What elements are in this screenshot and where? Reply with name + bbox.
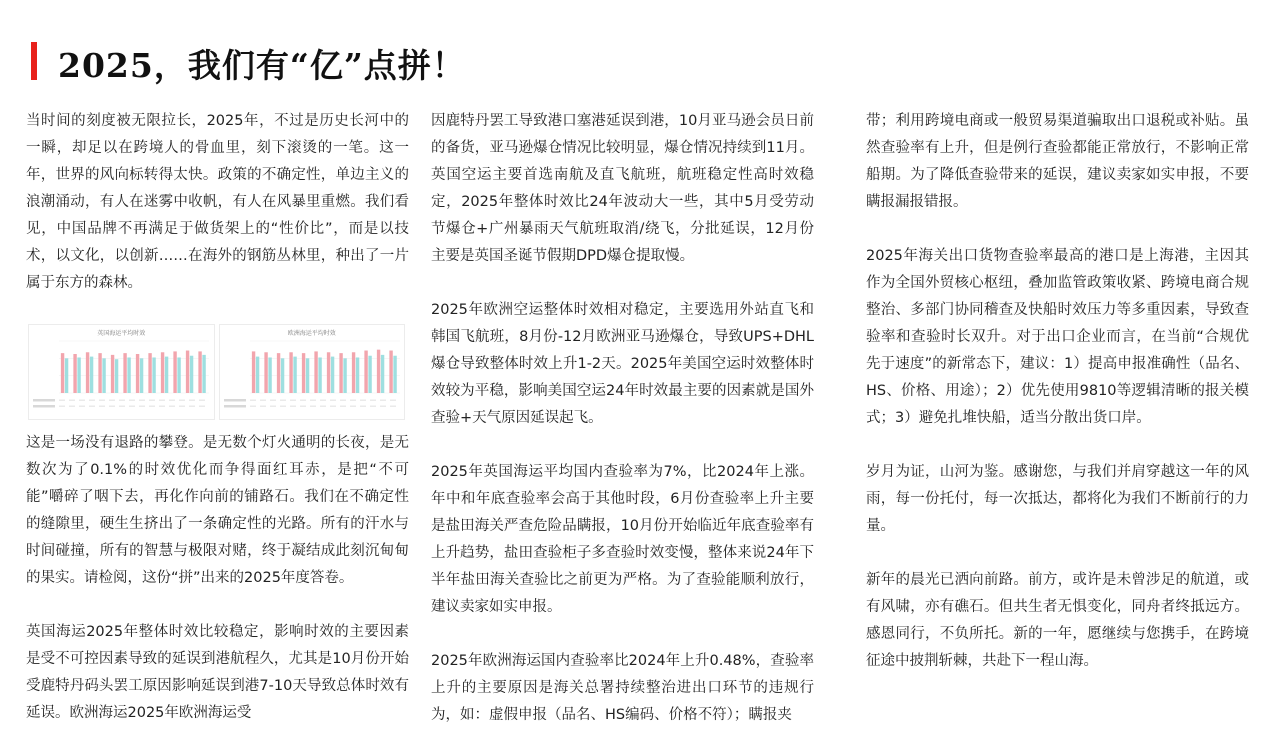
chart-bar [376, 350, 379, 393]
paragraph: 带；利用跨境电商或一般贸易渠道骗取出口退税或补贴。虽然查验率有上升，但是例行查验都能正常放行，不影响正常船期。为了降低查验带来的延误，建议卖家如实申报，不要瞒报漏报错报。 [866, 113, 1249, 210]
chart-strip [28, 324, 405, 420]
chart-bar [389, 351, 392, 393]
chart-bar [152, 357, 155, 393]
paragraph: 岁月为证，山河为鉴。感谢您，与我们并肩穿越这一年的风雨，每一份托付，每一次抵达，都将化为我们不断前行的力量。 [866, 464, 1249, 534]
chart-bar [161, 352, 164, 393]
paragraph: 当时间的刻度被无限拉长，2025年，不过是历史长河中的一瞬，却足以在跨境人的骨血里，刻下滚烫的一笔。这一年，世界的风向标转得太快。政策的不确定性，单边主义的浪潮涌动，有人在迷雾中收帆，有人在风暴里重燃。我们看见，中国品牌不再满足于做货架上的“性价比”，而是以技术，以文化，以创新……在海外的钢筋丛林里，种出了一片属于东方的森林。 [26, 113, 409, 291]
page-title: 2025，我们有“亿”点拼！ [58, 46, 466, 85]
chart-bar [115, 359, 118, 393]
paragraph: 英国海运2025年整体时效比较稳定，影响时效的主要因素是受不可控因素导致的延误到港航程久，尤其是10月份开始受鹿特丹码头罢工原因影响延误到港7-10天导致总体时效有延误。欧洲海运2025年欧洲海运受 [26, 624, 409, 721]
chart-bar [61, 353, 64, 393]
paragraph: 新年的晨光已洒向前路。前方，或许是未曾涉足的航道，或有风啸，亦有礁石。但共生者无惧变化，同舟者终抵远方。感恩同行，不负所托。新的一年，愿继续与您携手，在跨境征途中披荆斩棘，共赴下一程山海。 [866, 572, 1249, 669]
chart-title: 英国海运平均时效 [97, 330, 146, 337]
chart-bar [343, 358, 346, 393]
chart-title: 欧洲海运平均时效 [287, 330, 336, 337]
chart-bar [318, 357, 321, 393]
title-accent-bar [31, 42, 37, 80]
chart-bar [251, 351, 254, 393]
column-1 [26, 108, 409, 754]
chart-legend-stub [33, 405, 55, 408]
chart-bar [198, 351, 201, 393]
paragraph: 2025年欧洲空运整体时效相对稳定，主要选用外站直飞和韩国飞航班，8月份-12月欧洲亚马逊爆仓，导致UPS+DHL爆仓导致整体时效上升1-2天。2025年美国空运时效整体时效较为平稳，影响美国空运24年时效最主要的因素就是国外查验+天气原因延误起飞。 [431, 302, 814, 426]
chart-bar [73, 354, 76, 393]
chart-bar [202, 355, 205, 393]
chart-bar [330, 357, 333, 393]
chart-legend-stub [224, 405, 246, 408]
chart-bar [364, 351, 367, 393]
chart-bar [86, 352, 89, 393]
paragraph: 因鹿特丹罢工导致港口塞港延误到港，10月亚马逊会员日前的备货，亚马逊爆仓情况比较明显，爆仓情况持续到11月。英国空运主要首选南航及直飞航班，航班稳定性高时效稳定，2025年整体时效比24年波动大一些，其中5月受劳动节爆仓+广州暴雨天气航班取消/绕飞，分批延误，12月份主要是英国圣诞节假期DPD爆仓提取慢。 [431, 113, 814, 264]
chart-bar [264, 352, 267, 393]
chart-bar [268, 357, 271, 393]
chart-bar [165, 357, 168, 393]
chart-bar [136, 354, 139, 393]
chart-bar [90, 357, 93, 393]
paragraph: 2025年海关出口货物查验率最高的港口是上海港，主因其作为全国外贸核心枢纽，叠加监管政策收紧、跨境电商合规整治、多部门协同稽查及快船时效压力等多重因素，导致查验率和查验时长双升。对于出口企业而言，在当前“合规优先于速度”的新常态下，建议：1）提高申报准确性（品名、HS、价格、用途）；2）优先使用9810等逻辑清晰的报关模式；3）避免扎堆快船，适当分散出货口岸。 [866, 248, 1249, 426]
chart-bar [314, 351, 317, 393]
chart-bar [123, 353, 126, 393]
chart-bar [148, 353, 151, 393]
chart-bar [98, 353, 101, 393]
chart-bar [111, 355, 114, 393]
chart-bar [393, 356, 396, 393]
chart-legend-stub [224, 399, 246, 402]
chart-uk-svg [29, 325, 215, 419]
chart-bar [190, 356, 193, 393]
chart-bar [301, 353, 304, 393]
chart-bar [173, 351, 176, 393]
chart-eu-svg [220, 325, 406, 419]
paragraph: 2025年欧洲海运国内查验率比2024年上升0.48%，查验率上升的主要原因是海关总署持续整治进出口环节的违规行为，如：虚假申报（品名、HS编码、价格不符）；瞒报夹 [431, 653, 814, 723]
chart-bar [380, 355, 383, 393]
chart-bar [326, 352, 329, 393]
chart-bar [65, 358, 68, 393]
chart-bar [177, 357, 180, 393]
chart-bar [127, 357, 130, 393]
chart-bar [140, 358, 143, 393]
chart-bar [339, 353, 342, 393]
chart-bar [280, 358, 283, 393]
chart-bar [368, 356, 371, 393]
paragraph: 2025年英国海运平均国内查验率为7%，比2024年上涨。年中和年底查验率会高于其他时段，6月份查验率上升主要是盐田海关严查危险品瞒报，10月份开始临近年底查验率有上升趋势，盐田查验柜子多查验时效变慢，整体来说24年下半年盐田海关查验比之前更为严格。为了查验能顺利放行，建议卖家如实申报。 [431, 464, 814, 615]
chart-bar [355, 357, 358, 393]
chart-bar [102, 358, 105, 393]
chart-bar [305, 358, 308, 393]
chart-bar [351, 352, 354, 393]
paragraph: 这是一场没有退路的攀登。是无数个灯火通明的长夜，是无数次为了0.1%的时效优化而争得面红耳赤，是把“不可能”嚼碎了咽下去，再化作向前的铺路石。我们在不确定性的缝隙里，硬生生挤出了一条确定性的光路。所有的汗水与时间碰撞，所有的智慧与极限对赌，终于凝结成此刻沉甸甸的果实。请检阅，这份“拼”出来的2025年度答卷。 [26, 435, 409, 586]
chart-uk-sea-freight [28, 324, 215, 420]
chart-eu-sea-freight [219, 324, 406, 420]
chart-bar [186, 351, 189, 393]
chart-bar [293, 357, 296, 393]
chart-legend-stub [33, 399, 55, 402]
chart-bar [276, 353, 279, 393]
chart-bar [289, 352, 292, 393]
column-3 [866, 108, 1249, 702]
chart-bar [77, 357, 80, 393]
chart-bar [255, 357, 258, 393]
column-2 [431, 108, 814, 756]
